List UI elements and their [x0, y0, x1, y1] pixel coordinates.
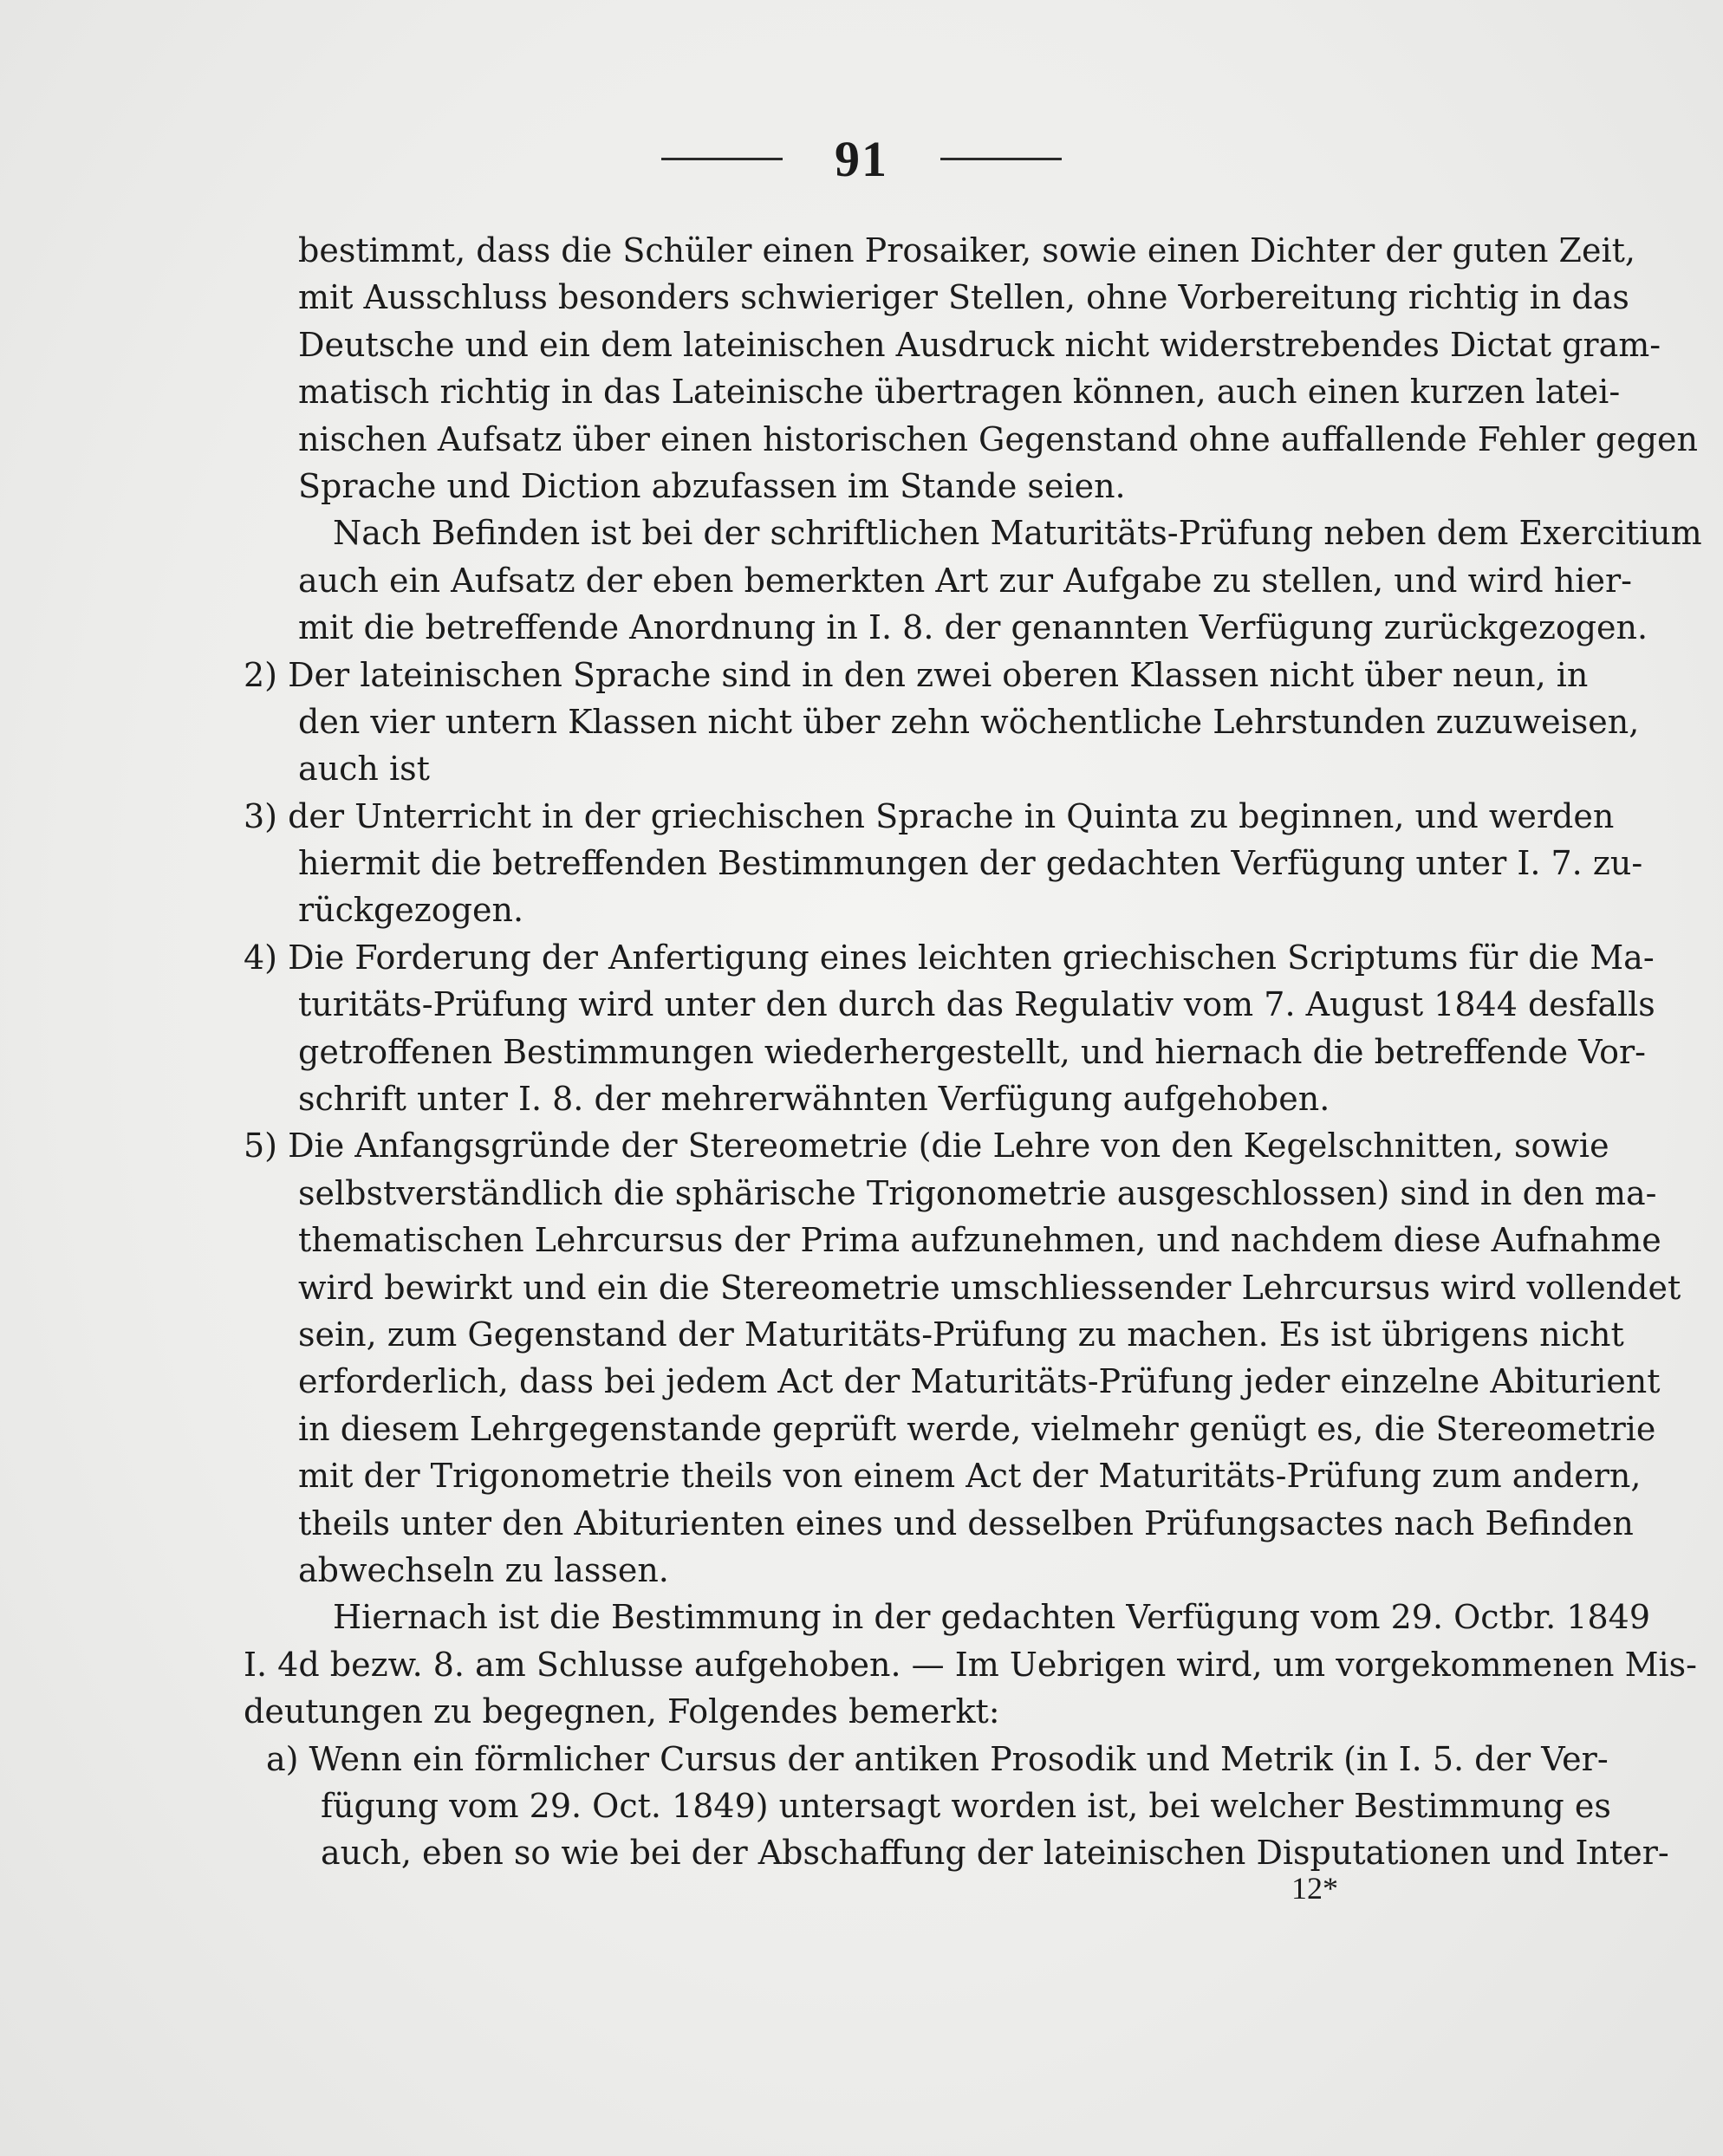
text-line: I. 4d bezw. 8. am Schlusse aufgehoben. — Im Uebrigen wird, um vorgekommenen Mis-	[244, 1645, 1697, 1684]
text-line: bestimmt, dass die Schüler einen Prosaiker, sowie einen Dichter der guten Zeit,	[298, 231, 1635, 270]
text-line: nischen Aufsatz über einen historischen Gegenstand ohne auffallende Fehler gegen	[298, 419, 1699, 458]
text-line: Hiernach ist die Bestimmung in der gedachten Verfügung vom 29. Octbr. 1849	[333, 1598, 1651, 1637]
text-line: Nach Befinden ist bei der schriftlichen Maturitäts-Prüfung neben dem Exercitium	[333, 514, 1702, 553]
numbered-item-5: 5) Die Anfangsgründe der Stereometrie (die Lehre von den Kegelschnitten, sowie	[244, 1127, 1609, 1166]
text-line: hiermit die betreffenden Bestimmungen der gedachten Verfügung unter I. 7. zu-	[298, 844, 1643, 883]
page-number: 91	[835, 131, 888, 187]
numbered-item-3: 3) der Unterricht in der griechischen Sprache in Quinta zu beginnen, und werden	[244, 796, 1615, 835]
text-line: in diesem Lehrgegenstande geprüft werde, vielmehr genügt es, die Stereometrie	[298, 1409, 1656, 1448]
text-line: Sprache und Diction abzufassen im Stande seien.	[298, 466, 1126, 505]
text-line: matisch richtig in das Lateinische übertragen können, auch einen kurzen latei-	[298, 373, 1621, 412]
text-line: erforderlich, dass bei jedem Act der Maturitäts-Prüfung jeder einzelne Abiturient	[298, 1362, 1661, 1401]
text-line: abwechseln zu lassen.	[298, 1550, 669, 1589]
numbered-item-4: 4) Die Forderung der Anfertigung eines leichten griechischen Scriptums für die Ma-	[244, 938, 1655, 977]
text-line: den vier untern Klassen nicht über zehn wöchentliche Lehrstunden zuzuweisen,	[298, 702, 1640, 741]
text-line: getroffenen Bestimmungen wiederhergestellt, und hiernach die betreffende Vor-	[298, 1032, 1646, 1071]
text-line: rückgezogen.	[298, 891, 524, 930]
text-line: auch ein Aufsatz der eben bemerkten Art zur Aufgabe zu stellen, und wird hier-	[298, 561, 1632, 600]
text-line: Deutsche und ein dem lateinischen Ausdruck nicht widerstrebendes Dictat gram-	[298, 325, 1661, 364]
text-line: deutungen zu begegnen, Folgendes bemerkt:	[244, 1692, 1000, 1731]
header-rule-left	[661, 158, 783, 160]
text-line: theils unter den Abiturienten eines und desselben Prüfungsactes nach Befinden	[298, 1503, 1634, 1542]
text-line: selbstverständlich die sphärische Trigonometrie ausgeschlossen) sind in den ma-	[298, 1173, 1657, 1212]
numbered-item-2: 2) Der lateinischen Sprache sind in den zwei oberen Klassen nicht über neun, in	[244, 655, 1589, 694]
header-rule-right	[940, 158, 1062, 160]
lettered-item-a: a) Wenn ein förmlicher Cursus der antiken Prosodik und Metrik (in I. 5. der Ver-	[266, 1739, 1609, 1778]
text-line: thematischen Lehrcursus der Prima aufzunehmen, und nachdem diese Aufnahme	[298, 1221, 1661, 1260]
text-line: auch ist	[298, 750, 430, 789]
text-line: auch, eben so wie bei der Abschaffung der lateinischen Disputationen und Inter-	[321, 1834, 1669, 1873]
text-line: fügung vom 29. Oct. 1849) untersagt worden ist, bei welcher Bestimmung es	[321, 1786, 1611, 1825]
body-text	[244, 227, 1702, 1877]
signature-mark: 12*	[1291, 1871, 1338, 1906]
page-header	[0, 130, 1723, 188]
text-line: sein, zum Gegenstand der Maturitäts-Prüfung zu machen. Es ist übrigens nicht	[298, 1315, 1624, 1354]
text-line: mit die betreffende Anordnung in I. 8. der genannten Verfügung zurückgezogen.	[298, 608, 1648, 647]
text-line: mit Ausschluss besonders schwieriger Stellen, ohne Vorbereitung richtig in das	[298, 278, 1629, 317]
text-line: turitäts-Prüfung wird unter den durch das Regulativ vom 7. August 1844 desfalls	[298, 985, 1655, 1024]
text-line: wird bewirkt und ein die Stereometrie umschliessender Lehrcursus wird vollendet	[298, 1268, 1681, 1307]
text-line: schrift unter I. 8. der mehrerwähnten Verfügung aufgehoben.	[298, 1080, 1330, 1119]
text-line: mit der Trigonometrie theils von einem Act der Maturitäts-Prüfung zum andern,	[298, 1457, 1642, 1496]
